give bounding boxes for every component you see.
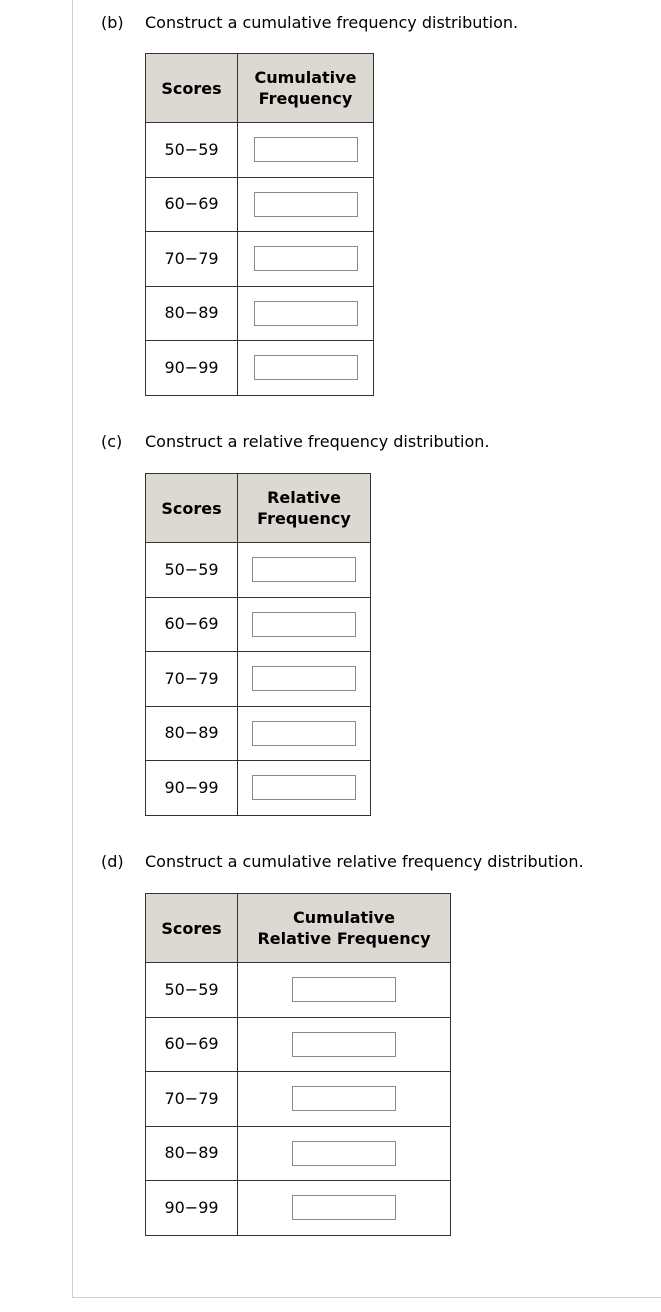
answer-cell (238, 1072, 451, 1127)
score-range-60-69: 60−69 (146, 177, 238, 232)
table-row (146, 232, 374, 287)
cumulative-frequency-input-80-89[interactable] (254, 301, 358, 326)
header-line-1: Cumulative (293, 908, 395, 927)
answer-cell (238, 341, 374, 396)
header-cumulative-frequency (238, 54, 374, 123)
answer-cell (238, 597, 371, 652)
cumulative-frequency-input-50-59[interactable] (254, 137, 358, 162)
answer-cell (238, 1126, 451, 1181)
table-row (146, 123, 374, 178)
table-row (146, 177, 374, 232)
prompt-d (101, 852, 584, 872)
part-label-d: (d) (101, 852, 124, 871)
table-row (146, 1072, 451, 1127)
table-header-row (146, 54, 374, 123)
content-bottom-border (72, 1297, 661, 1298)
header-scores: Scores (146, 894, 238, 963)
header-line-2: Relative Frequency (257, 929, 431, 948)
header-line-2: Frequency (258, 89, 353, 108)
table-row (146, 1126, 451, 1181)
table-row (146, 761, 371, 816)
relative-frequency-table (145, 473, 371, 816)
table-row (146, 1017, 451, 1072)
prompt-c (101, 432, 490, 452)
score-range-90-99: 90−99 (146, 761, 238, 816)
part-label-c: (c) (101, 432, 123, 451)
relative-frequency-input-90-99[interactable] (252, 775, 356, 800)
answer-cell (238, 1017, 451, 1072)
answer-cell (238, 963, 451, 1018)
score-range-70-79: 70−79 (146, 652, 238, 707)
cumulative-relative-frequency-input-90-99[interactable] (292, 1195, 396, 1220)
table-row (146, 652, 371, 707)
answer-cell (238, 543, 371, 598)
cumulative-relative-frequency-input-50-59[interactable] (292, 977, 396, 1002)
header-cumulative-relative-frequency (238, 894, 451, 963)
cumulative-frequency-input-90-99[interactable] (254, 355, 358, 380)
header-line-1: Cumulative (254, 68, 357, 87)
score-range-90-99: 90−99 (146, 1181, 238, 1236)
answer-cell (238, 706, 371, 761)
cumulative-relative-frequency-input-70-79[interactable] (292, 1086, 396, 1111)
content-left-border (72, 0, 73, 1298)
score-range-50-59: 50−59 (146, 963, 238, 1018)
answer-cell (238, 1181, 451, 1236)
answer-cell (238, 652, 371, 707)
table-row (146, 543, 371, 598)
prompt-b (101, 13, 518, 33)
header-line-2: Frequency (257, 509, 351, 528)
prompt-text-c: Construct a relative frequency distribution. (145, 432, 490, 451)
prompt-text-d: Construct a cumulative relative frequency distribution. (145, 852, 584, 871)
prompt-text-b: Construct a cumulative frequency distribution. (145, 13, 519, 32)
header-relative-frequency (238, 474, 371, 543)
score-range-60-69: 60−69 (146, 1017, 238, 1072)
score-range-80-89: 80−89 (146, 286, 238, 341)
cumulative-relative-frequency-table (145, 893, 451, 1236)
table-header-row (146, 894, 451, 963)
table-row (146, 963, 451, 1018)
relative-frequency-input-80-89[interactable] (252, 721, 356, 746)
cumulative-frequency-table (145, 53, 374, 396)
cumulative-relative-frequency-input-80-89[interactable] (292, 1141, 396, 1166)
table-row (146, 286, 374, 341)
answer-cell (238, 177, 374, 232)
answer-cell (238, 761, 371, 816)
table-header-row (146, 474, 371, 543)
header-scores: Scores (146, 54, 238, 123)
table-row (146, 341, 374, 396)
part-label-b: (b) (101, 13, 124, 32)
cumulative-relative-frequency-input-60-69[interactable] (292, 1032, 396, 1057)
score-range-50-59: 50−59 (146, 123, 238, 178)
score-range-80-89: 80−89 (146, 1126, 238, 1181)
header-scores: Scores (146, 474, 238, 543)
table-row (146, 1181, 451, 1236)
cumulative-frequency-input-70-79[interactable] (254, 246, 358, 271)
relative-frequency-input-50-59[interactable] (252, 557, 356, 582)
answer-cell (238, 123, 374, 178)
score-range-70-79: 70−79 (146, 1072, 238, 1127)
score-range-60-69: 60−69 (146, 597, 238, 652)
table-row (146, 706, 371, 761)
cumulative-frequency-input-60-69[interactable] (254, 192, 358, 217)
score-range-80-89: 80−89 (146, 706, 238, 761)
header-line-1: Relative (267, 488, 341, 507)
score-range-50-59: 50−59 (146, 543, 238, 598)
answer-cell (238, 286, 374, 341)
relative-frequency-input-60-69[interactable] (252, 612, 356, 637)
answer-cell (238, 232, 374, 287)
relative-frequency-input-70-79[interactable] (252, 666, 356, 691)
table-row (146, 597, 371, 652)
score-range-70-79: 70−79 (146, 232, 238, 287)
score-range-90-99: 90−99 (146, 341, 238, 396)
